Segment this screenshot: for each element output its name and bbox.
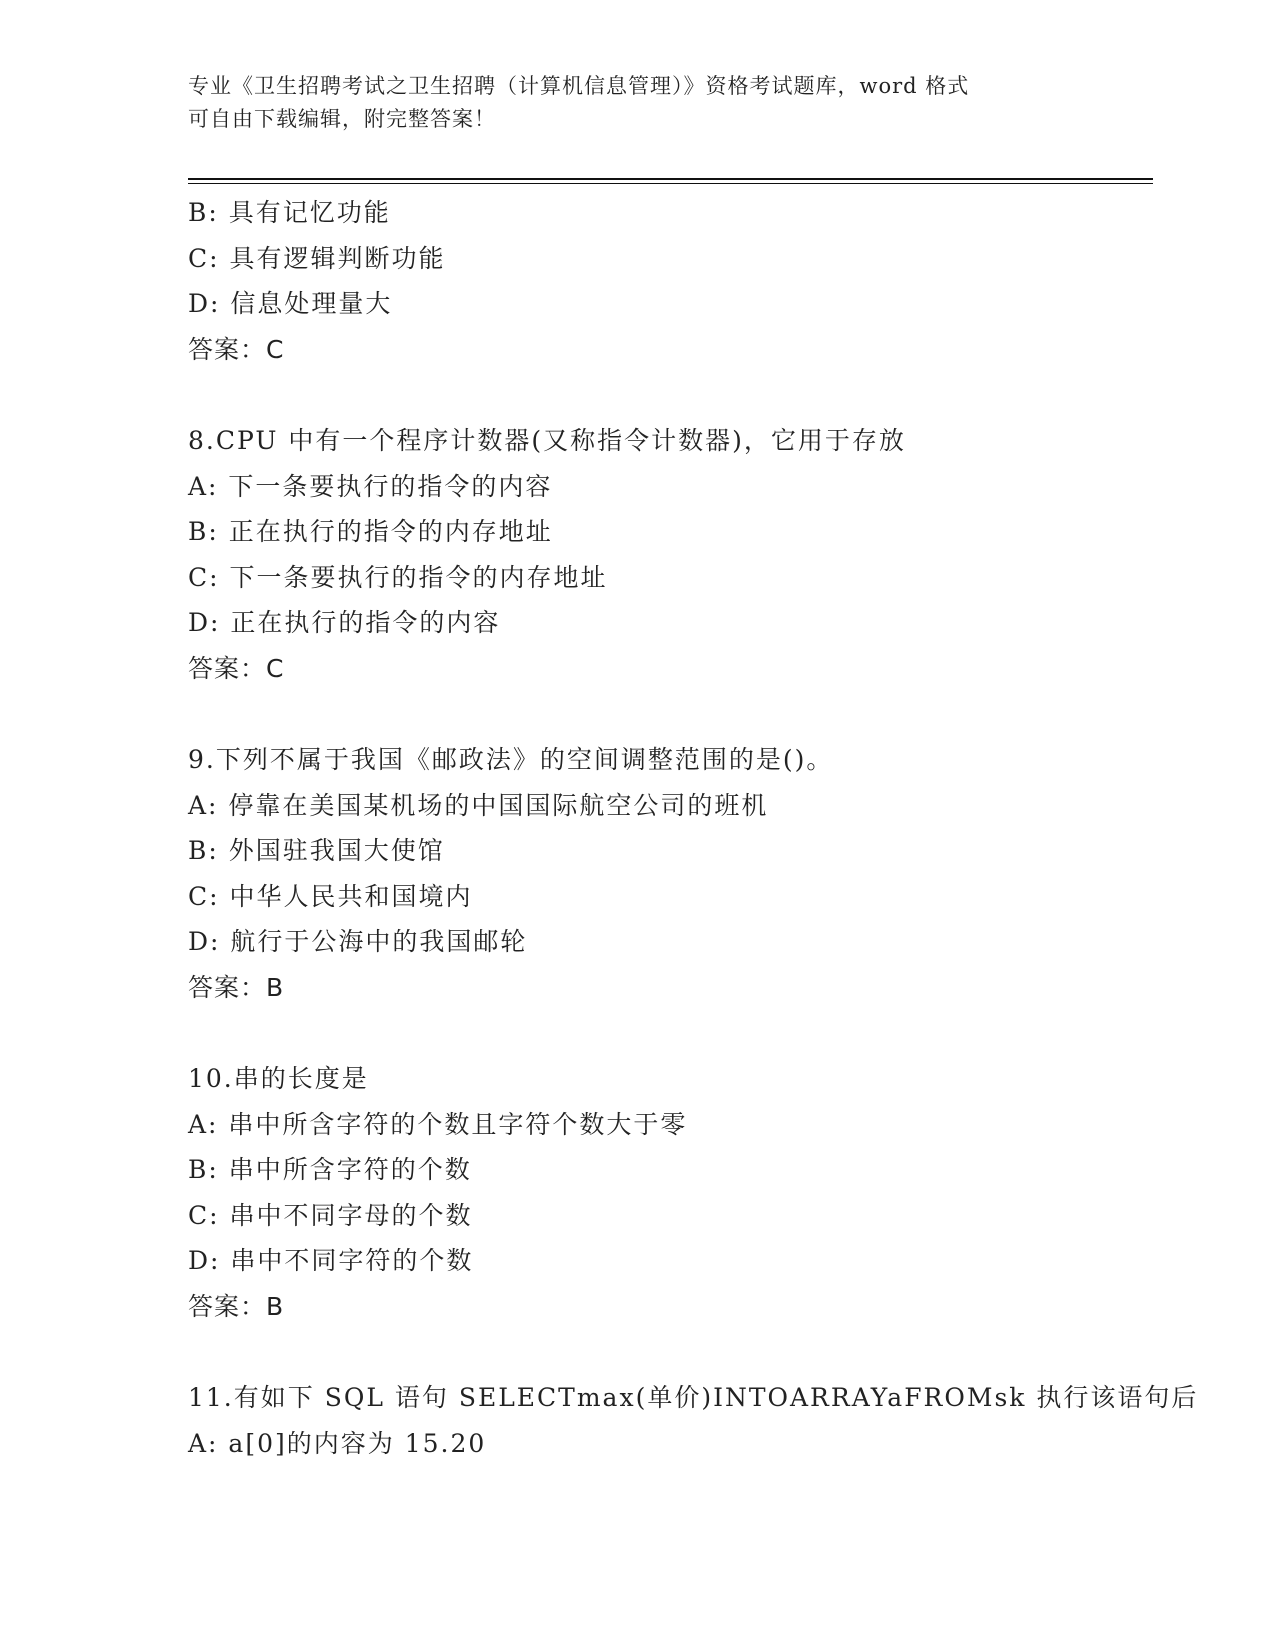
spacer xyxy=(188,372,1188,418)
question-9 xyxy=(188,737,1188,1010)
option-a: A: 下一条要执行的指令的内容 xyxy=(188,471,553,501)
question-7 xyxy=(188,190,1188,372)
option-d: D: 正在执行的指令的内容 xyxy=(188,608,501,637)
header-line-1: 专业《卫生招聘考试之卫生招聘（计算机信息管理）》资格考试题库，word 格式 xyxy=(188,74,970,98)
question-text: 8.CPU 中有一个程序计数器(又称指令计数器)，它用于存放 xyxy=(188,426,906,455)
option-b: B: 串中所含字符的个数 xyxy=(188,1155,472,1184)
document-header xyxy=(188,70,1068,136)
option-a: A: 停靠在美国某机场的中国国际航空公司的班机 xyxy=(188,790,769,820)
option-d: D: 串中不同字符的个数 xyxy=(188,1246,474,1275)
option-c: C: 中华人民共和国境内 xyxy=(188,881,473,911)
question-8 xyxy=(188,418,1188,691)
option-a: A: 串中所含字符的个数且字符个数大于零 xyxy=(188,1109,688,1139)
spacer xyxy=(188,1010,1188,1056)
option-d: D: 信息处理量大 xyxy=(188,289,393,318)
answer: 答案：C xyxy=(188,334,285,364)
answer: 答案：C xyxy=(188,653,285,683)
option-c: C: 具有逻辑判断功能 xyxy=(188,243,446,273)
answer: 答案：B xyxy=(188,972,285,1002)
spacer xyxy=(188,1329,1188,1375)
question-text: 9.下列不属于我国《邮政法》的空间调整范围的是()。 xyxy=(188,745,834,774)
option-d: D: 航行于公海中的我国邮轮 xyxy=(188,927,528,956)
option-c: C: 串中不同字母的个数 xyxy=(188,1200,473,1230)
header-divider-thin xyxy=(188,183,1153,184)
spacer xyxy=(188,691,1188,737)
question-11 xyxy=(188,1375,1199,1466)
question-text: 10.串的长度是 xyxy=(188,1064,369,1093)
question-10 xyxy=(188,1056,1188,1329)
option-b: B: 外国驻我国大使馆 xyxy=(188,836,445,865)
question-text: 11.有如下 SQL 语句 SELECTmax(单价)INTOARRAYaFROMsk 执行该语句后 xyxy=(188,1383,1199,1412)
header-line-2: 可自由下载编辑，附完整答案！ xyxy=(188,107,496,131)
question-list xyxy=(188,190,1199,1466)
option-a: A: a[0]的内容为 15.20 xyxy=(188,1428,487,1458)
option-b: B: 正在执行的指令的内存地址 xyxy=(188,517,553,546)
answer: 答案：B xyxy=(188,1291,285,1321)
option-c: C: 下一条要执行的指令的内存地址 xyxy=(188,562,608,592)
header-divider-thick xyxy=(188,178,1153,180)
option-b: B: 具有记忆功能 xyxy=(188,198,391,227)
